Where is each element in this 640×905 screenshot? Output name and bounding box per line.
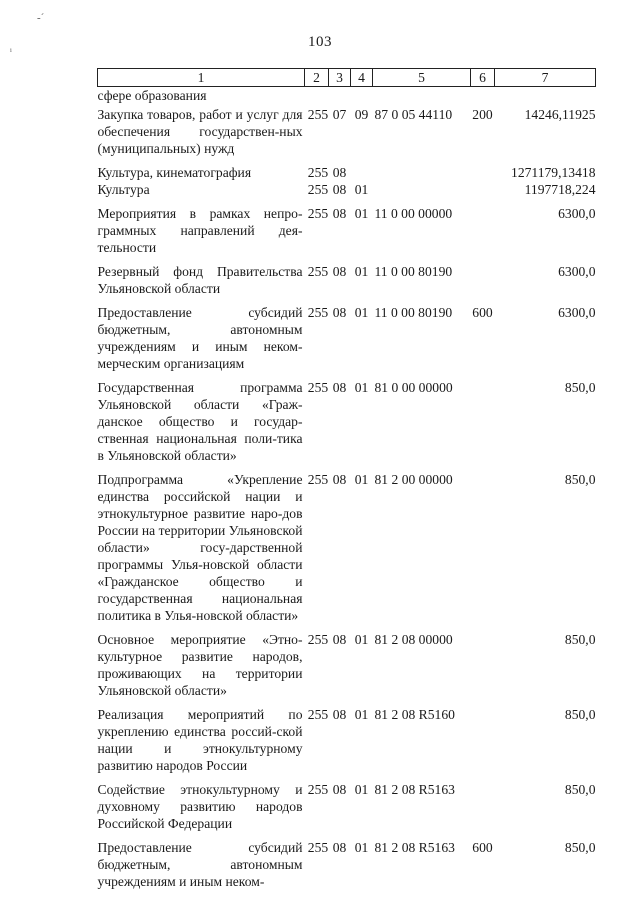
- row-code-admin-cell: 255: [307, 380, 329, 395]
- row-amount-cell: [495, 87, 596, 105]
- row-amount-cell: 850,0: [564, 632, 596, 647]
- table-row: [98, 87, 596, 105]
- row-subsection-cell: [351, 87, 373, 105]
- row-subsection-cell: 01: [354, 380, 369, 395]
- row-name-cell: Мероприятия в рамках непро-граммных направлений дея-тельности: [97, 206, 303, 255]
- header-col-7: 7: [495, 69, 596, 87]
- row-name-cell: Содействие этнокультурному и духовному развитию народов Российской Федерации: [97, 782, 303, 831]
- row-name-cell: Резервный фонд Правительства Ульяновской области: [97, 264, 303, 296]
- header-col-6: 6: [471, 69, 495, 87]
- row-expense-type-cell: 600: [472, 840, 493, 855]
- row-subsection-cell: 01: [354, 182, 369, 197]
- row-expense-type-cell: [471, 774, 495, 832]
- scan-mark-top-left: -´: [37, 12, 45, 24]
- table-row: [98, 297, 596, 372]
- row-section-cell: 08: [332, 782, 347, 797]
- table-row: [98, 832, 596, 890]
- row-section-cell: 08: [332, 380, 347, 395]
- row-subsection-cell: 01: [354, 472, 369, 487]
- header-col-3: 3: [329, 69, 351, 87]
- row-section-cell: 07: [332, 107, 347, 122]
- header-row: [98, 69, 596, 87]
- row-expense-type-cell: [471, 256, 495, 297]
- row-amount-cell: 850,0: [564, 707, 596, 722]
- row-subsection-cell: 01: [354, 305, 369, 320]
- row-amount-cell: 850,0: [564, 472, 596, 487]
- row-expense-type-cell: [471, 372, 495, 464]
- row-target-article-cell: 81 2 08 R5163: [374, 782, 455, 797]
- table-row: [98, 157, 596, 181]
- row-name-cell: Культура: [97, 182, 150, 197]
- page-number: 103: [308, 34, 332, 50]
- row-subsection-cell: 09: [354, 107, 369, 122]
- table-body: [98, 87, 596, 891]
- row-section-cell: 08: [332, 206, 347, 221]
- row-expense-type-cell: 200: [472, 107, 493, 122]
- row-amount-cell: 6300,0: [558, 305, 596, 320]
- row-expense-type-cell: 600: [472, 305, 493, 320]
- budget-table: [97, 68, 596, 890]
- table-row: [98, 699, 596, 774]
- row-subsection-cell: 01: [354, 707, 369, 722]
- row-amount-cell: 6300,0: [558, 206, 596, 221]
- row-section-cell: 08: [332, 305, 347, 320]
- table-row: [98, 198, 596, 256]
- row-section-cell: 08: [332, 840, 347, 855]
- row-code-admin-cell: 255: [307, 632, 329, 647]
- row-code-admin-cell: 255: [307, 182, 329, 197]
- row-target-article-cell: 11 0 00 80190: [374, 305, 453, 320]
- row-section-cell: 08: [332, 264, 347, 279]
- header-col-2: 2: [305, 69, 329, 87]
- table-row: [98, 256, 596, 297]
- table-row: [98, 464, 596, 624]
- row-name-cell: Закупка товаров, работ и услуг для обеспечения государствен-ных (муниципальных) нужд: [97, 107, 303, 156]
- row-code-admin-cell: 255: [307, 305, 329, 320]
- row-code-admin-cell: 255: [307, 264, 329, 279]
- row-section-cell: 08: [332, 472, 347, 487]
- row-code-admin-cell: 255: [307, 165, 329, 180]
- row-code-admin-cell: 255: [307, 107, 329, 122]
- row-amount-cell: 1197718,224: [524, 182, 596, 197]
- row-name-cell: сфере образования: [97, 88, 207, 103]
- row-name-cell: Предоставление субсидий бюджетным, автономным учреждениям и иным неком-: [97, 840, 303, 889]
- row-amount-cell: 850,0: [564, 782, 596, 797]
- row-code-admin-cell: [305, 87, 329, 105]
- row-amount-cell: 850,0: [564, 380, 596, 395]
- table-row: [98, 624, 596, 699]
- row-name-cell: Предоставление субсидий бюджетным, автономным учреждениям и иным неком-мерческим организациям: [97, 305, 303, 371]
- row-code-admin-cell: 255: [307, 206, 329, 221]
- row-target-article-cell: 87 0 05 44110: [374, 107, 453, 122]
- row-name-cell: Подпрограмма «Укрепление единства российской нации и этнокультурное развитие наро-дов России на территории Ульяновской области» госу-дарственной программы Улья-новской области «Гражданское общество и государственная национальная политика в Улья-новской области»: [97, 472, 303, 623]
- row-target-article-cell: [373, 181, 471, 198]
- scan-mark-left: ᵢ: [10, 42, 12, 54]
- row-expense-type-cell: [471, 464, 495, 624]
- row-amount-cell: 6300,0: [558, 264, 596, 279]
- row-subsection-cell: 01: [354, 840, 369, 855]
- row-target-article-cell: 81 0 00 00000: [374, 380, 453, 395]
- row-subsection-cell: 01: [354, 782, 369, 797]
- row-expense-type-cell: [471, 87, 495, 105]
- header-col-5: 5: [373, 69, 471, 87]
- row-section-cell: 08: [332, 165, 347, 180]
- row-target-article-cell: 11 0 00 80190: [374, 264, 453, 279]
- row-target-article-cell: 81 2 08 00000: [374, 632, 453, 647]
- row-section-cell: 08: [332, 182, 347, 197]
- row-subsection-cell: 01: [354, 632, 369, 647]
- row-section-cell: 08: [332, 707, 347, 722]
- row-name-cell: Культура, кинематография: [97, 165, 252, 180]
- row-target-article-cell: 11 0 00 00000: [374, 206, 453, 221]
- row-expense-type-cell: [471, 624, 495, 699]
- row-subsection-cell: 01: [354, 264, 369, 279]
- row-section-cell: [329, 87, 351, 105]
- table-header: [98, 69, 596, 87]
- table-row: [98, 181, 596, 198]
- row-subsection-cell: 01: [354, 206, 369, 221]
- row-subsection-cell: [351, 157, 373, 181]
- row-name-cell: Реализация мероприятий по укреплению единства россий-ской нации и этнокультурному развитию народов России: [97, 707, 303, 773]
- row-target-article-cell: [373, 87, 471, 105]
- header-col-1: 1: [98, 69, 305, 87]
- row-code-admin-cell: 255: [307, 782, 329, 797]
- row-amount-cell: 1271179,13418: [511, 165, 596, 180]
- row-amount-cell: 14246,11925: [524, 107, 596, 122]
- header-col-4: 4: [351, 69, 373, 87]
- row-code-admin-cell: 255: [307, 472, 329, 487]
- row-expense-type-cell: [471, 198, 495, 256]
- row-code-admin-cell: 255: [307, 707, 329, 722]
- row-amount-cell: 850,0: [564, 840, 596, 855]
- row-section-cell: 08: [332, 632, 347, 647]
- row-expense-type-cell: [471, 157, 495, 181]
- table-row: [98, 372, 596, 464]
- row-target-article-cell: 81 2 00 00000: [374, 472, 453, 487]
- table-row: [98, 104, 596, 157]
- row-expense-type-cell: [471, 181, 495, 198]
- table-row: [98, 774, 596, 832]
- row-name-cell: Основное мероприятие «Этно-культурное развитие народов, проживающих на территории Ульяновской области»: [97, 632, 303, 698]
- row-target-article-cell: 81 2 08 R5163: [374, 840, 455, 855]
- row-code-admin-cell: 255: [307, 840, 329, 855]
- row-target-article-cell: [373, 157, 471, 181]
- row-expense-type-cell: [471, 699, 495, 774]
- row-target-article-cell: 81 2 08 R5160: [374, 707, 455, 722]
- row-name-cell: Государственная программа Ульяновской области «Граж-данское общество и государ-ственная национальная поли-тика в Ульяновской области»: [97, 380, 303, 463]
